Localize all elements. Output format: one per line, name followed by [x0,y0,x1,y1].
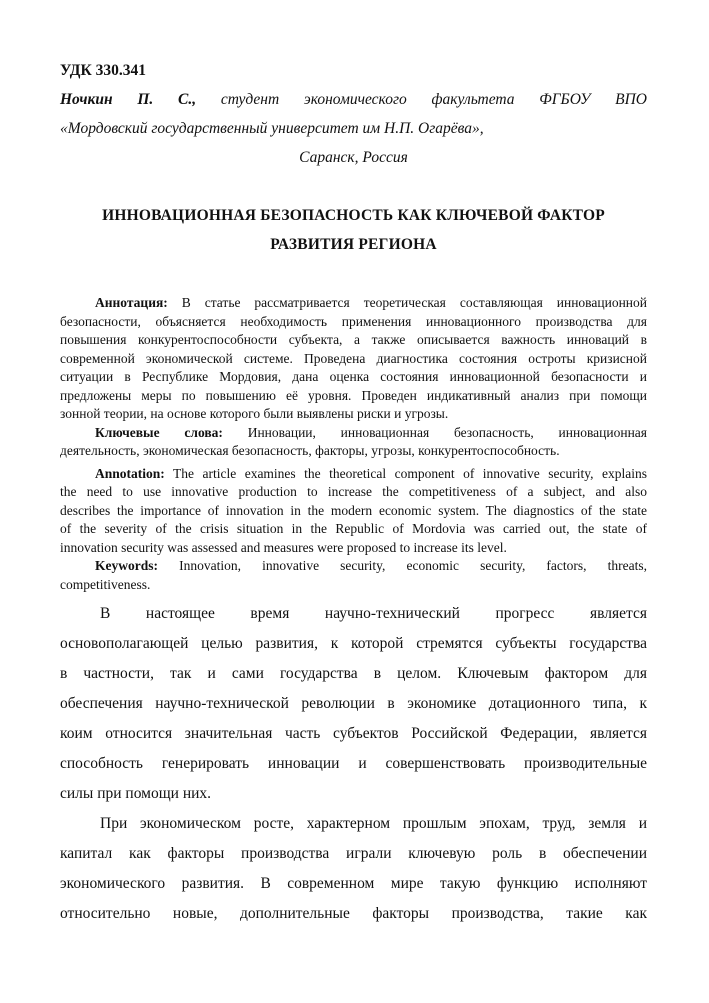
abstract-en-line: of the severity of the crisis situation in the Republic of Mordovia was carried out, the state of [60,521,647,536]
abstract-ru-line: Аннотация: В статье рассматривается теоретическая составляющая инновационной [95,295,647,310]
location: Саранск, Россия [299,149,408,166]
keywords-en [60,557,647,594]
article-title-line: РАЗВИТИЯ РЕГИОНА [270,236,437,253]
author-role: студент экономического факультета ФГБОУ ВПО [220,91,647,108]
body-paragraph-1-line: В настоящее время научно-технический прогресс является [100,605,647,622]
byline [60,85,647,114]
abstract-en-line: describes the importance of innovation in the modern economic system. The diagnostics of the state [60,502,647,518]
body-paragraph-1-line: обеспечения научно-технической революции в экономике дотационного типа, к [60,695,647,712]
abstract-en-label: Annotation: [95,465,165,481]
abstract-ru-line: безопасности, объясняется необходимость применения инновационного производства для [60,313,647,329]
body-paragraph-2-line: капитал как факторы производства играли ключевую роль в обеспечении [60,845,647,862]
body-paragraph-2-line: экономического развития. В современном мире такую функцию исполняют [60,875,647,892]
body-text-section [60,599,647,929]
abstract-en-line: Annotation: The article examines the theoretical component of innovative security, explains [95,465,647,481]
abstract-ru-line: современной экономической системе. Проведена диагностика состояния остроты кризисной [60,350,647,366]
body-paragraph-1 [60,599,647,809]
body-paragraph-2 [60,809,647,929]
abstract-section [60,294,647,594]
keywords-ru [60,424,647,461]
abstract-ru-line: ситуации в Республике Мордовия, дана оценка состояния инновационной безопасности и [60,369,647,384]
abstract-ru-line: зонной теории, на основе которого были выявлены риски и угрозы. [60,406,449,421]
document-header [60,56,647,172]
body-paragraph-2-line: При экономическом росте, характерном прошлым эпохам, труд, земля и [100,815,647,832]
abstract-ru [60,294,647,424]
article-title-line: ИННОВАЦИОННАЯ БЕЗОПАСНОСТЬ КАК КЛЮЧЕВОЙ ФАКТОР [102,207,605,224]
affiliation: «Мордовский государственный университет им Н.П. Огарёва», [60,120,484,137]
article-title [60,201,647,259]
abstract-ru-line: предложены меры по повышению её уровня. Проведен индикативный анализ при помощи [60,387,647,403]
keywords-en-line: competitiveness. [60,576,151,592]
keywords-en-line: Keywords: Innovation, innovative security, economic security, factors, threats, [95,558,647,573]
abstract-en [60,465,647,558]
author-name: Ночкин П. С., [60,91,197,108]
keywords-ru-line: Ключевые слова: Инновации, инновационная безопасность, инновационная [95,424,647,440]
abstract-ru-line: повышения конкурентоспособности субъекта, а также описывается важность инноваций в [60,332,647,347]
abstract-ru-label: Аннотация: [95,295,168,310]
body-paragraph-2-line: относительно новые, дополнительные факторы производства, такие как [60,905,647,922]
abstract-en-line: the need to use innovative production to increase the competitiveness of a subject, and also [60,484,647,499]
keywords-ru-line: деятельность, экономическая безопасность, факторы, угрозы, конкурентоспособность. [60,443,560,458]
udc-number: УДК 330.341 [60,62,146,79]
body-paragraph-1-line: в частности, так и сами государства в целом. Ключевым фактором для [60,665,647,682]
body-paragraph-1-line: основополагающей целью развития, к которой стремятся субъекты государства [60,635,647,652]
body-paragraph-1-line: силы при помощи них. [60,785,212,802]
keywords-en-label: Keywords: [95,558,158,573]
abstract-en-line: innovation security was assessed and measures were proposed to increase its level. [60,539,507,555]
keywords-ru-label: Ключевые слова: [95,424,223,440]
body-paragraph-1-line: способность генерировать инновации и совершенствовать производительные [60,755,647,772]
body-paragraph-1-line: коим относится значительная часть субъектов Российской Федерации, является [60,725,647,742]
